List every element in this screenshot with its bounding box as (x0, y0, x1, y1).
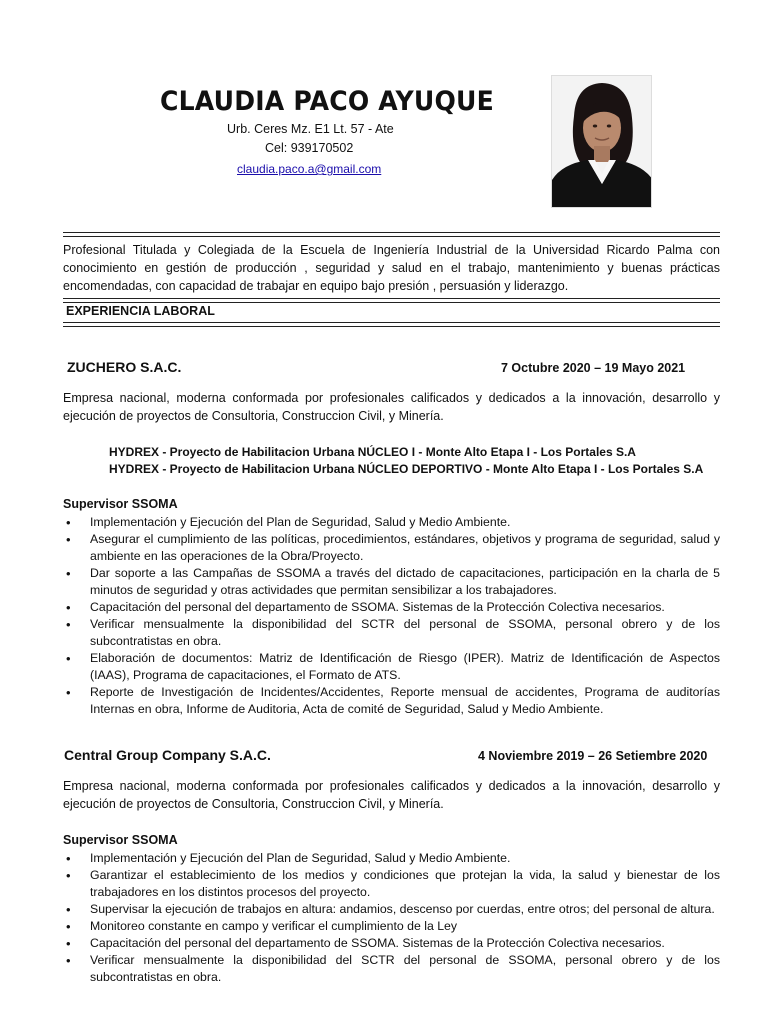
list-item: • Elaboración de documentos: Matriz de Identificación de Riesgo (IPER). Matriz de Identificación de Aspectos (IAAS), Programa de capacitaciones, el Formato de ATS. (63, 650, 720, 684)
phone: Cel: 939170502 (265, 141, 354, 155)
address: Urb. Ceres Mz. E1 Lt. 57 - Ate (227, 122, 394, 136)
email-link[interactable]: claudia.paco.a@gmail.com (237, 162, 382, 176)
list-item: • Verificar mensualmente la disponibilidad del SCTR del personal de SSOMA, personal obrero y de los subcontratistas en obra. (63, 616, 720, 650)
divider (63, 322, 720, 323)
responsibility-list (63, 514, 720, 718)
job-role: Supervisor SSOMA (63, 833, 178, 847)
company-description: Empresa nacional, moderna conformada por profesionales calificados y dedicados a la innovación, desarrollo y ejecución de proyectos de Consultoria, Construccion Civil, y Minería. (63, 391, 720, 423)
company-name: ZUCHERO S.A.C. (67, 359, 182, 375)
candidate-name: CLAUDIA PACO AYUQUE (160, 86, 494, 117)
divider (63, 232, 720, 233)
project-line: HYDREX - Proyecto de Habilitacion Urbana NÚCLEO DEPORTIVO - Monte Alto Etapa I - Los Portales S.A (109, 462, 704, 476)
list-item: • Verificar mensualmente la disponibilidad del SCTR del personal de SSOMA, personal obrero y de los subcontratistas en obra. (63, 952, 720, 986)
company-name: Central Group Company S.A.C. (64, 747, 271, 763)
divider (63, 236, 720, 237)
section-title: EXPERIENCIA LABORAL (66, 304, 215, 318)
profile-summary: Profesional Titulada y Colegiada de la Escuela de Ingeniería Industrial de la Universidad Ricardo Palma con conocimiento en gestión de producción , seguridad y salud en el trabajo, mantenimiento y buenas prácticas encomendadas, con capacidad de trabajar en equipo bajo presión , persuasión y liderazgo. (63, 243, 720, 293)
list-item: • Capacitación del personal del departamento de SSOMA. Sistemas de la Protección Colectiva necesarios. (63, 935, 720, 952)
list-item: • Supervisar la ejecución de trabajos en altura: andamios, descenso por cuerdas, entre otros; del personal de altura. (63, 901, 720, 918)
list-item: • Reporte de Investigación de Incidentes/Accidentes, Reporte mensual de accidentes, Programa de auditorías Internas en obra, Informe de Auditoria, Acta de comité de Seguridad, Salud y Medio Ambiente. (63, 684, 720, 718)
company-description: Empresa nacional, moderna conformada por profesionales calificados y dedicados a la innovación, desarrollo y ejecución de proyectos de Consultoria, Construccion Civil, y Minería. (63, 779, 720, 811)
portrait-illustration (552, 76, 652, 208)
responsibility-list (63, 850, 720, 986)
project-line: HYDREX - Proyecto de Habilitacion Urbana NÚCLEO I - Monte Alto Etapa I - Los Portales S.A (109, 445, 636, 459)
list-item: • Asegurar el cumplimiento de las políticas, procedimientos, estándares, objetivos y programa de seguridad, salud y ambiente en las operaciones de la Obra/Proyecto. (63, 531, 720, 565)
list-item: • Monitoreo constante en campo y verificar el cumplimiento de la Ley (63, 918, 720, 935)
list-item: • Garantizar el establecimiento de los medios y condiciones que protejan la vida, la salud y bienestar de los trabajadores en los distintos procesos del proyecto. (63, 867, 720, 901)
list-item: • Capacitación del personal del departamento de SSOMA. Sistemas de la Protección Colectiva necesarios. (63, 599, 720, 616)
list-item: • Dar soporte a las Campañas de SSOMA a través del dictado de capacitaciones, participación en la charla de 5 minutos de seguridad y otras actividades que permitan sensibilizar a los trabajadores. (63, 565, 720, 599)
job-dates: 7 Octubre 2020 – 19 Mayo 2021 (501, 361, 686, 375)
divider (63, 326, 720, 327)
job-role: Supervisor SSOMA (63, 497, 178, 511)
list-item: • Implementación y Ejecución del Plan de Seguridad, Salud y Medio Ambiente. (63, 514, 720, 531)
divider (63, 302, 720, 303)
list-item: • Implementación y Ejecución del Plan de Seguridad, Salud y Medio Ambiente. (63, 850, 720, 867)
job-dates: 4 Noviembre 2019 – 26 Setiembre 2020 (478, 749, 708, 763)
profile-photo (551, 75, 652, 208)
divider (63, 298, 720, 299)
